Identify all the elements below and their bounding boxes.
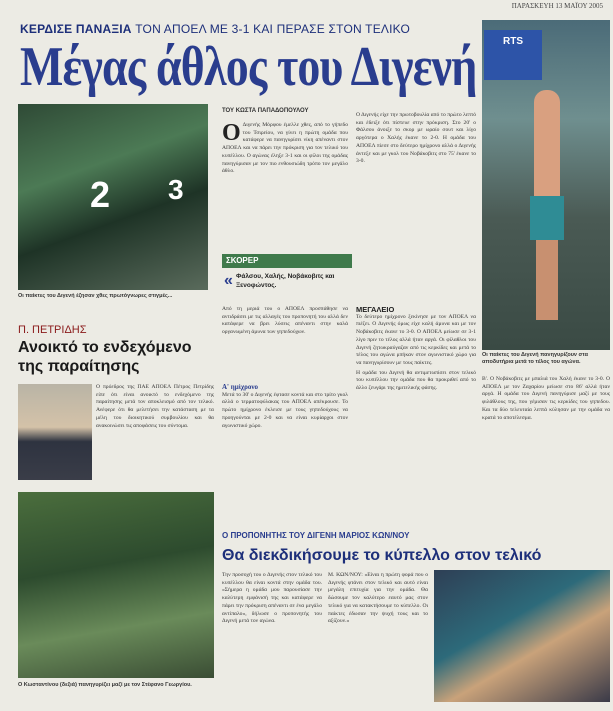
article-column: Ο Διγενής είχε την πρωτοβουλία από το πρώτο λεπτό και έδειξε ότι πίστευε στην πρόκριση. Στο 20' ο Φάλσου άνοιξε το σκορ με ωραίο σουτ και λίγο αργότερα ο Χαλής έκανε το 2-0. Η ομάδα του ΑΠΟΕΛ πίεσε στο δεύτερο ημίχρονο αλλά ο Διγενής άντεξε και με γκολ του Νοβάκοβιτς στο 75' έκανε το 3-0. — [356, 112, 476, 165]
shirt-number: 2 — [90, 174, 111, 215]
article-column: Από τη μεριά του ο ΑΠΟΕΛ προσπάθησε να αντιδράσει με τις αλλαγές του προπονητή του αλλά δεν κατάφερε να βρει λύσεις απέναντι στην καλά οργανωμένη άμυνα των γηπεδούχων. — [222, 306, 348, 336]
portrait-photo — [18, 384, 92, 480]
scorer-names: Φάλσου, Χαλής, Νοβάκοβιτς και Ξενοφώντος. — [236, 273, 335, 289]
article-column — [222, 122, 348, 250]
article-paragraph: Η ομάδα του Διγενή θα αντιμετωπίσει στον τελικό του κυπέλλου την ομάδα που θα προκριθεί από το άλλο ζευγάρι της ημιτελικής φάσης. — [356, 369, 476, 392]
player-shorts — [530, 196, 564, 240]
kicker-rest: ΤΟΝ ΑΠΟΕΛ ΜΕ 3-1 ΚΑΙ ΠΕΡΑΣΕ ΣΤΟΝ ΤΕΛΙΚΟ — [135, 22, 411, 36]
coach-kicker: Ο ΠΡΟΠΟΝΗΤΗΣ ΤΟΥ ΔΙΓΕΝΗ ΜΑΡΙΟΣ ΚΩΝ/ΝΟΥ — [222, 531, 410, 540]
coach-column: Μ. ΚΩΝ/ΝΟΥ: «Είναι η πρώτη φορά που ο Διγενής φτάνει στον τελικό και αυτό είναι μεγάλη επιτυχία για την ομάδα. Θα δώσουμε τον καλύτερο εαυτό μας στον τελικό για να κατακτήσουμε το κύπελλο. Οι παίκτες έδωσαν την ψυχή τους και το αξίζουν.» — [328, 572, 428, 625]
main-headline: Μέγας άθλος του Διγενή — [20, 36, 477, 98]
coach-headline: Θα διεκδικήσουμε το κύπελλο στον τελικό — [222, 547, 542, 564]
kicker-bold: ΚΕΡΔΙΣΕ ΠΑΝΑΞΙΑ — [20, 22, 132, 36]
article-column — [356, 306, 476, 526]
background-sign: RTS — [484, 30, 542, 80]
sidebar-headline: Ανοικτό το ενδεχόμενο της παραίτησης — [18, 339, 192, 375]
byline: ΤΟΥ ΚΩΣΤΑ ΠΑΠΑΔΟΠΟΥΛΟΥ — [222, 108, 309, 114]
chevron-left-icon: « — [224, 272, 233, 289]
article-column: Β'. Ο Νοβάκοβιτς με μπαλιά του Χαλή έκανε το 3-0. Ο ΑΠΟΕΛ με τον Ζαχαρίου μείωσε στο 86' αλλά ήταν αργά. Η ομάδα του Διγενή πανηγύρισε μαζί με τους φιλάθλους της, που γέμισαν τις κερκίδες του γηπεδου. Και τα δύο τελευταία λεπτά κύλησαν με την ομάδα να κρατά το αποτέλεσμα. — [482, 376, 610, 421]
article-column — [222, 384, 348, 524]
coach-column: Την προσοχή του ο Διγενής στον τελικό του κυπέλλου θα είναι κοντά στην ομάδα του. «Σήμερα η ομάδα μου παρουσίασε την καλύτερη εμφάνισή της και κατάφερε να πάρει την πρόκριση απέναντι σε ένα μεγάλο αντίπαλο», δήλωσε ο προπονητής του Διγενή μετά τον αγώνα. — [222, 572, 322, 625]
photo-caption: Ο Κωσταντίνου (δεξιά) πανηγυρίζει μαζί με τον Στέφανο Γεωργίου. — [18, 682, 192, 688]
player-legs — [536, 240, 558, 320]
drop-cap: Ο — [222, 122, 241, 146]
section-heading: ΜΕΓΑΛΕΙΟ — [356, 306, 395, 314]
scorer-box-title: ΣΚΟΡΕΡ — [222, 254, 352, 268]
shirt-number: 3 — [168, 174, 184, 205]
players-hug-photo — [18, 492, 214, 678]
article-kicker — [20, 22, 410, 36]
scorer-box — [222, 270, 352, 296]
fans-celebration-photo — [434, 570, 610, 702]
photo-caption: Οι παίκτες του Διγενή έζησαν χθες πρωτόγνωρες στιγμές... — [18, 293, 173, 299]
article-paragraph: Διγενής Μόρφου έμελλε χθες, από το γήπεδο του Τσιρείου, να γίνει η πρώτη ομάδα που κατάφερε να πανηγυρίσει νίκη απέναντι στον ΑΠΟΕΛ και να πάρει την πρόκριση για τον τελικό του κυπέλλου. Ο αγώνας έληξε 3-1 και οι φίλοι της ομάδας πανηγύρισαν με τον πιο ενθουσιώδη τρόπο τον μεγάλο άθλο. — [222, 122, 348, 175]
section-heading: Α' ημίχρονο — [222, 384, 258, 391]
photo-caption: Οι παίκτες του Διγενή πανηγυρίζουν στα αποδυτήρια μετά το τέλος του αγώνα. — [482, 352, 588, 365]
dateline: ΠΑΡΑΣΚΕΥΗ 13 ΜΑΪΟΥ 2005 — [511, 2, 603, 10]
article-paragraph: Το δεύτερο ημίχρονο ξεκίνησε με τον ΑΠΟΕΛ να πιέζει. Ο Διγενής όμως είχε καλή άμυνα και με τον Νοβάκοβιτς έκανε το 3-0. Ο ΑΠΟΕΛ μείωσε σε 3-1 λίγο πριν το τέλος αλλά ήταν αργά. Οι φίλαθλοι του Διγενή ζητωκραύγαζαν από τις κερκίδες και μετά το τέλος του αγώνα μπήκαν στον αγωνιστικό χώρο για να πανηγυρίσουν με τους παίκτες. — [356, 313, 476, 366]
sidebar-text: Ο πρόεδρος της ΠΑΕ ΑΠΟΕΛ Πέτρος Πετρίδης είπε ότι είναι ανοικτό το ενδεχόμενο της παραίτησης μετά τον αποκλεισμό από τον τελικό. Ανέφερε ότι θα μελετήσει την κατάσταση με τα μέλη του διοικητικού συμβουλίου και θα ανακοινώσει τις αποφάσεις του σύντομα. — [96, 384, 214, 429]
team-celebration-photo — [18, 104, 208, 290]
sidebar-name: Π. ΠΕΤΡΙΔΗΣ — [18, 324, 87, 336]
player-figure — [534, 90, 560, 200]
article-paragraph: Μετά το 30' ο Διγενής έφτασε κοντά και στο τρίτο γκολ αλλά ο τερματοφύλακας του ΑΠΟΕΛ απέκρουσε. Το πρώτο ημίχρονο έκλεισε με τους γηπεδούχους να προηγούνται με 2-0 και να είναι κυρίαρχοι στον αγωνιστικό χώρο. — [222, 391, 348, 429]
